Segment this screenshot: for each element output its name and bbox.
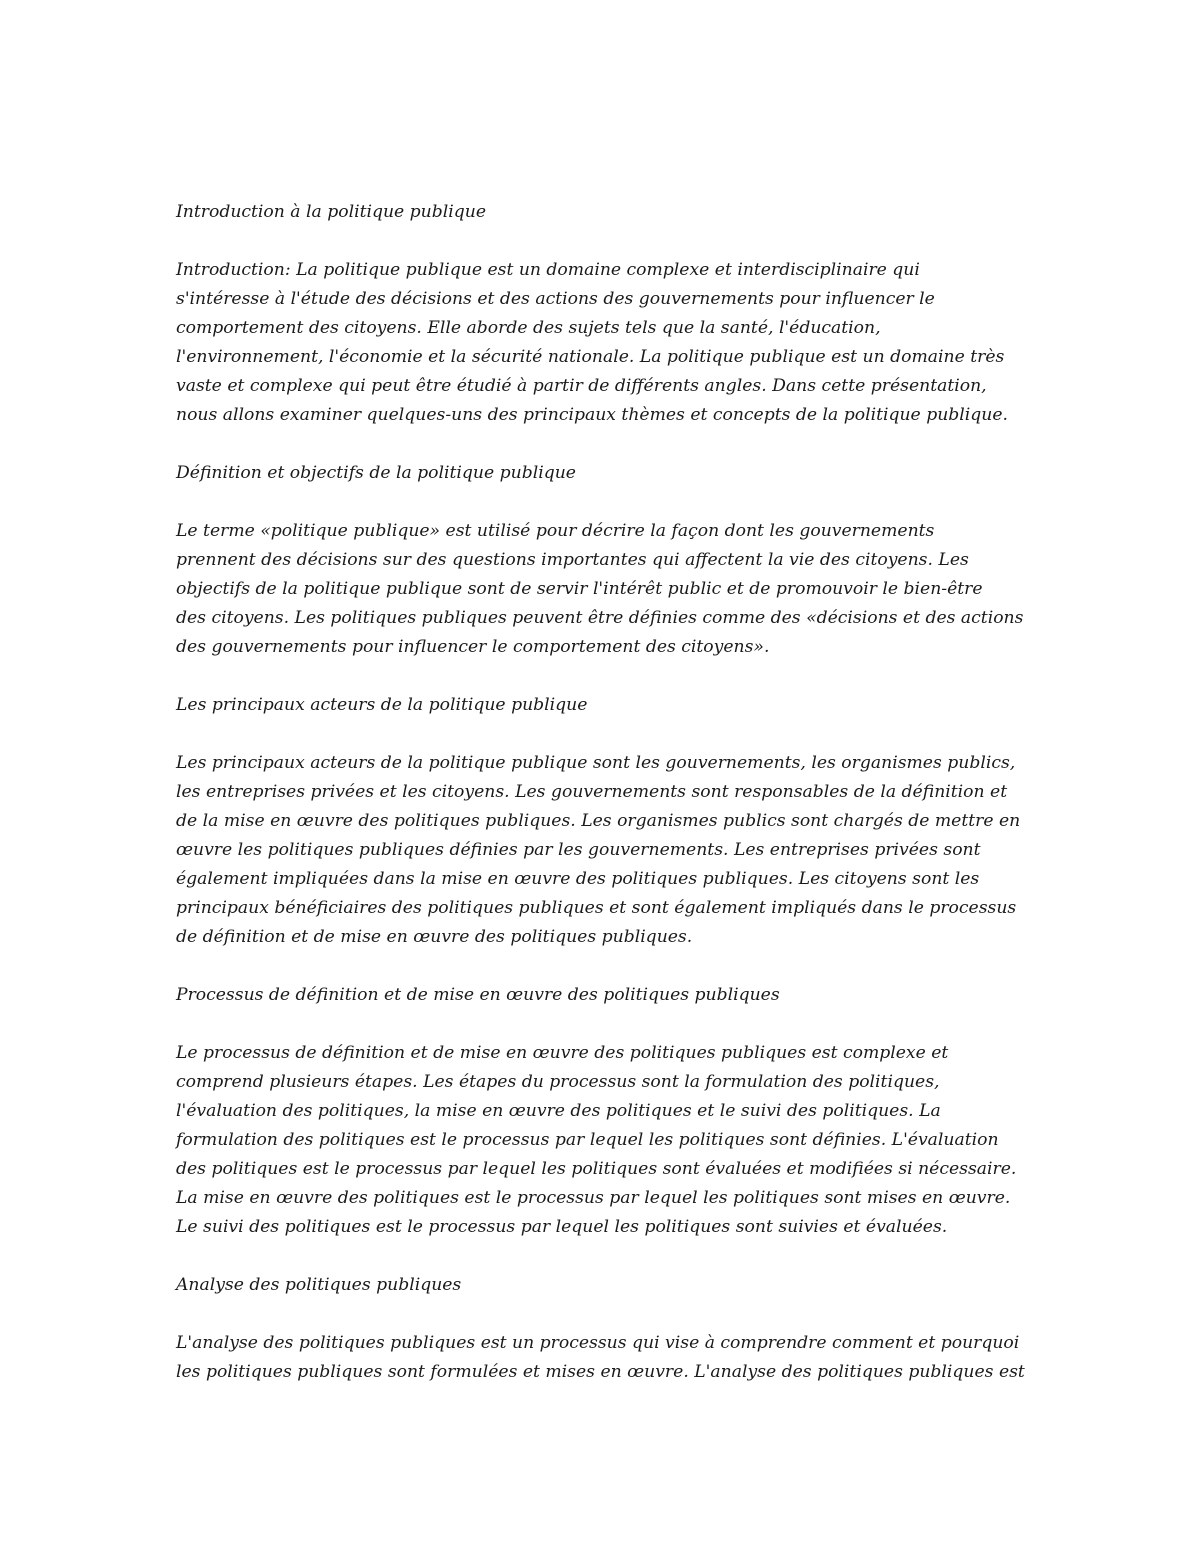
- paragraph-line: l'environnement, l'économie et la sécurité nationale. La politique publique est un domaine très: [176, 347, 1005, 367]
- paragraph-line: prennent des décisions sur des questions importantes qui affectent la vie des citoyens. Les: [176, 550, 969, 570]
- section-heading: Les principaux acteurs de la politique publique: [176, 695, 588, 715]
- document-title: Introduction à la politique publique: [176, 202, 486, 222]
- spacer: [176, 720, 1036, 749]
- paragraph-line: formulation des politiques est le processus par lequel les politiques sont définies. L'évaluation: [176, 1130, 999, 1150]
- spacer: [176, 430, 1036, 459]
- paragraph-line: Le terme «politique publique» est utilisé pour décrire la façon dont les gouvernements: [176, 521, 935, 541]
- document-body: [176, 198, 1036, 1387]
- paragraph-line: de définition et de mise en œuvre des politiques publiques.: [176, 927, 693, 947]
- paragraph-line: comprend plusieurs étapes. Les étapes du processus sont la formulation des politiques,: [176, 1072, 940, 1092]
- paragraph-line: œuvre les politiques publiques définies par les gouvernements. Les entreprises privées sont: [176, 840, 981, 860]
- paragraph-line: comportement des citoyens. Elle aborde des sujets tels que la santé, l'éducation,: [176, 318, 881, 338]
- section-heading: Processus de définition et de mise en œuvre des politiques publiques: [176, 985, 780, 1005]
- paragraph-line: des citoyens. Les politiques publiques peuvent être définies comme des «décisions et des actions: [176, 608, 1024, 628]
- paragraph-line: les politiques publiques sont formulées et mises en œuvre. L'analyse des politiques publiques est: [176, 1362, 1025, 1382]
- paragraph-line: les entreprises privées et les citoyens. Les gouvernements sont responsables de la définition et: [176, 782, 1008, 802]
- section-heading: Définition et objectifs de la politique publique: [176, 463, 576, 483]
- paragraph-line: s'intéresse à l'étude des décisions et des actions des gouvernements pour influencer le: [176, 289, 935, 309]
- paragraph-line: L'analyse des politiques publiques est un processus qui vise à comprendre comment et pourquoi: [176, 1333, 1020, 1353]
- paragraph-line: également impliquées dans la mise en œuvre des politiques publiques. Les citoyens sont les: [176, 869, 980, 889]
- paragraph-line: principaux bénéficiaires des politiques publiques et sont également impliqués dans le processus: [176, 898, 1017, 918]
- spacer: [176, 662, 1036, 691]
- paragraph-line: vaste et complexe qui peut être étudié à partir de différents angles. Dans cette présentation,: [176, 376, 987, 396]
- paragraph-line: des gouvernements pour influencer le comportement des citoyens».: [176, 637, 770, 657]
- spacer: [176, 1010, 1036, 1039]
- paragraph-line: des politiques est le processus par lequel les politiques sont évaluées et modifiées si nécessaire.: [176, 1159, 1017, 1179]
- section-heading: Analyse des politiques publiques: [176, 1275, 462, 1295]
- paragraph-line: nous allons examiner quelques-uns des principaux thèmes et concepts de la politique publique.: [176, 405, 1008, 425]
- spacer: [176, 952, 1036, 981]
- paragraph-line: Introduction: La politique publique est un domaine complexe et interdisciplinaire qui: [176, 260, 920, 280]
- paragraph-line: Les principaux acteurs de la politique publique sont les gouvernements, les organismes publics,: [176, 753, 1016, 773]
- paragraph-line: l'évaluation des politiques, la mise en œuvre des politiques et le suivi des politiques. La: [176, 1101, 941, 1121]
- paragraph-line: Le suivi des politiques est le processus par lequel les politiques sont suivies et évaluées.: [176, 1217, 948, 1237]
- paragraph-line: Le processus de définition et de mise en œuvre des politiques publiques est complexe et: [176, 1043, 949, 1063]
- paragraph-line: La mise en œuvre des politiques est le processus par lequel les politiques sont mises en œuvre.: [176, 1188, 1011, 1208]
- paragraph-line: de la mise en œuvre des politiques publiques. Les organismes publics sont chargés de mettre en: [176, 811, 1021, 831]
- spacer: [176, 488, 1036, 517]
- spacer: [176, 1242, 1036, 1271]
- paragraph-line: objectifs de la politique publique sont de servir l'intérêt public et de promouvoir le bien-être: [176, 579, 983, 599]
- spacer: [176, 1300, 1036, 1329]
- spacer: [176, 227, 1036, 256]
